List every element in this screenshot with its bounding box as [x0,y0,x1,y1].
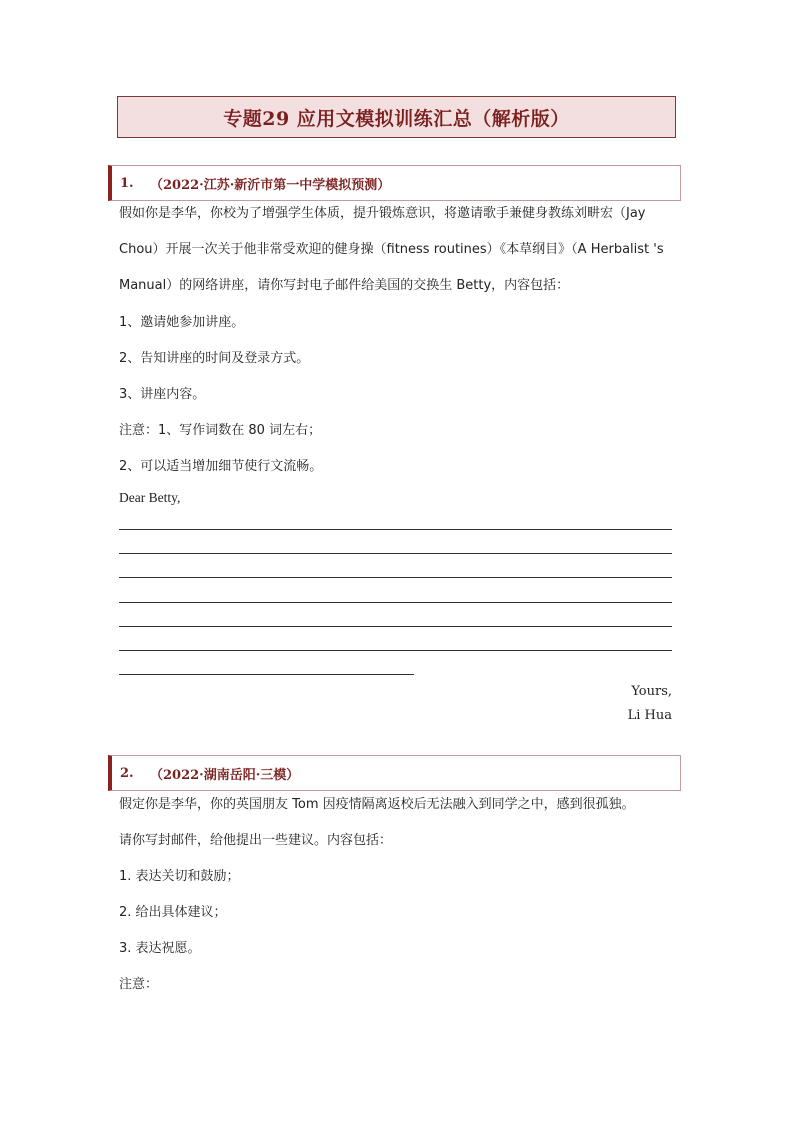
question-2-line: 2. 给出具体建议； [119,905,227,920]
question-1-number: 1. [120,175,134,191]
answer-line [119,553,672,554]
salutation: Dear Betty, [119,490,181,505]
question-2-line: 假定你是李华，你的英国朋友 Tom 因疫情隔离返校后无法融入到同学之中，感到很孤独。 [119,797,635,812]
question-2-source: （2022·湖南岳阳·三模） [150,767,300,783]
answer-line [119,602,672,603]
question-1-header [108,165,681,201]
answer-line [119,577,672,578]
answer-line [119,650,672,651]
answer-line [119,626,672,627]
signature: Li Hua [627,708,672,723]
question-2-line: 注意： [119,977,159,992]
question-1-line: 2、可以适当增加细节使行文流畅。 [119,459,323,474]
answer-line [119,529,672,530]
closing: Yours, [631,684,672,699]
question-2-number: 2. [120,765,134,781]
question-2-header [108,755,681,791]
question-1-source: （2022·江苏·新沂市第一中学模拟预测） [150,177,391,193]
question-1-line: Chou）开展一次关于他非常受欢迎的健身操（fitness routines）《本草纲目》（A Herbalist 's [119,242,664,257]
question-1-line: 3、讲座内容。 [119,387,206,402]
page-title: 专题29 应用文模拟训练汇总（解析版） [223,107,570,130]
question-1-line: 1、邀请她参加讲座。 [119,315,245,330]
question-1-line: 注意：1、写作词数在 80 词左右； [119,423,322,438]
title-banner [117,96,676,138]
question-1-line: 假如你是李华，你校为了增强学生体质，提升锻炼意识，将邀请歌手兼健身教练刘畊宏（Jay [119,206,646,221]
question-2-line: 1. 表达关切和鼓励； [119,869,240,884]
question-1-line: 2、告知讲座的时间及登录方式。 [119,351,310,366]
question-2-line: 3. 表达祝愿。 [119,941,201,956]
question-1-line: Manual）的网络讲座，请你写封电子邮件给美国的交换生 Betty，内容包括： [119,278,570,293]
question-2-line: 请你写封邮件，给他提出一些建议。内容包括： [119,833,393,848]
answer-line [119,674,414,675]
